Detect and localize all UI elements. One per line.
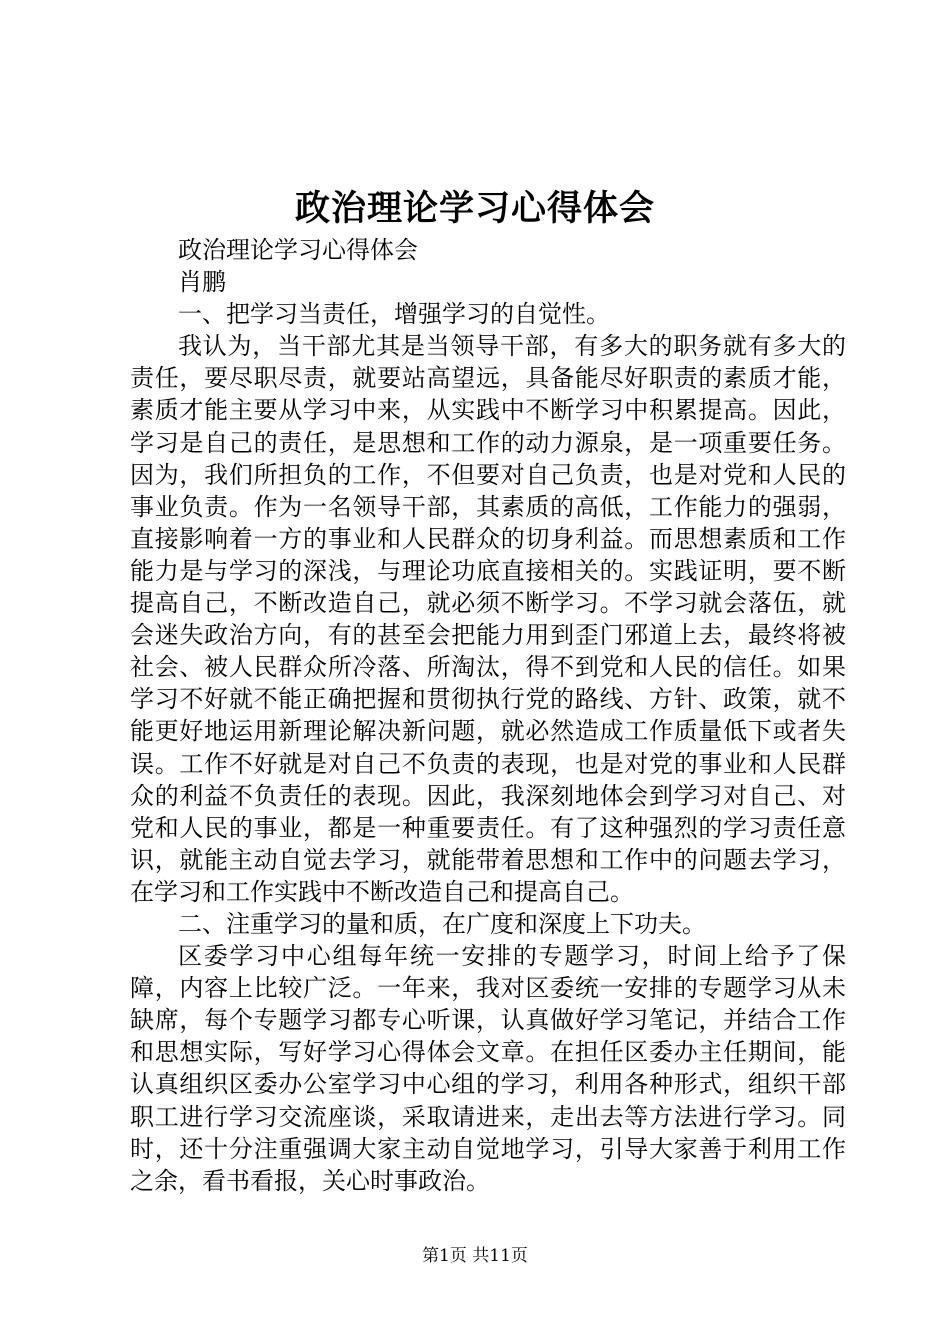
paragraph-heading-2: 二、注重学习的量和质，在广度和深度上下功夫。 — [178, 909, 706, 938]
paragraph-body-1: 我认为，当干部尤其是当领导干部，有多大的职务就有多大的责任，要尽职尽责，就要站高望远，具备能尽好职责的素质才能，素质才能主要从学习中来，从实践中不断学习中积累提高。因此，学习是自己的责任，是思想和工作的动力源泉，是一项重要任务。因为，我们所担负的工作，不但要对自己负责，也是对党和人民的事业负责。作为一名领导干部，其素质的高低，工作能力的强弱，直接影响着一方的事业和人民群众的切身利益。而思想素质和工作能力是与学习的深浅，与理论功底直接相关的。实践证明，要不断提高自己，不断改造自己，就必须不断学习。不学习就会落伍，就会迷失政治方向，有的甚至会把能力用到歪门邪道上去，最终将被社会、被人民群众所冷落、所淘汰，得不到党和人民的信任。如果学习不好就不能正确把握和贯彻执行党的路线、方针、政策，就不能更好地运用新理论解决新问题，就必然造成工作质量低下或者失误。工作不好就是对自己不负责的表现，也是对党的事业和人民群众的利益不负责任的表现。因此，我深刻地体会到学习对自己、对党和人民的事业，都是一种重要责任。有了这种强烈的学习责任意识，就能主动自觉去学习，就能带着思想和工作中的问题去学习，在学习和工作实践中不断改造自己和提高自己。 — [130, 332, 846, 906]
paragraph-author: 肖鹏 — [178, 268, 226, 297]
paragraph-heading-1: 一、把学习当责任，增强学习的自觉性。 — [178, 300, 610, 329]
paragraph-subtitle: 政治理论学习心得体会 — [178, 236, 418, 264]
paragraph-body-2: 区委学习中心组每年统一安排的专题学习，时间上给予了保障，内容上比较广泛。一年来，我对区委统一安排的专题学习从未缺席，每个专题学习都专心听课，认真做好学习笔记，并结合工作和思想实际，写好学习心得体会文章。在担任区委办主任期间，能认真组织区委办公室学习中心组的学习，利用各种形式，组织干部职工进行学习交流座谈，采取请进来，走出去等方法进行学习。同时，还十分注重强调大家主动自觉地学习，引导大家善于利用工作之余，看书看报，关心时事政治。 — [130, 942, 846, 1195]
page-footer: 第1页 共11页 — [422, 1246, 528, 1266]
document-title: 政治理论学习心得体会 — [294, 188, 655, 229]
document-body — [130, 234, 846, 1197]
